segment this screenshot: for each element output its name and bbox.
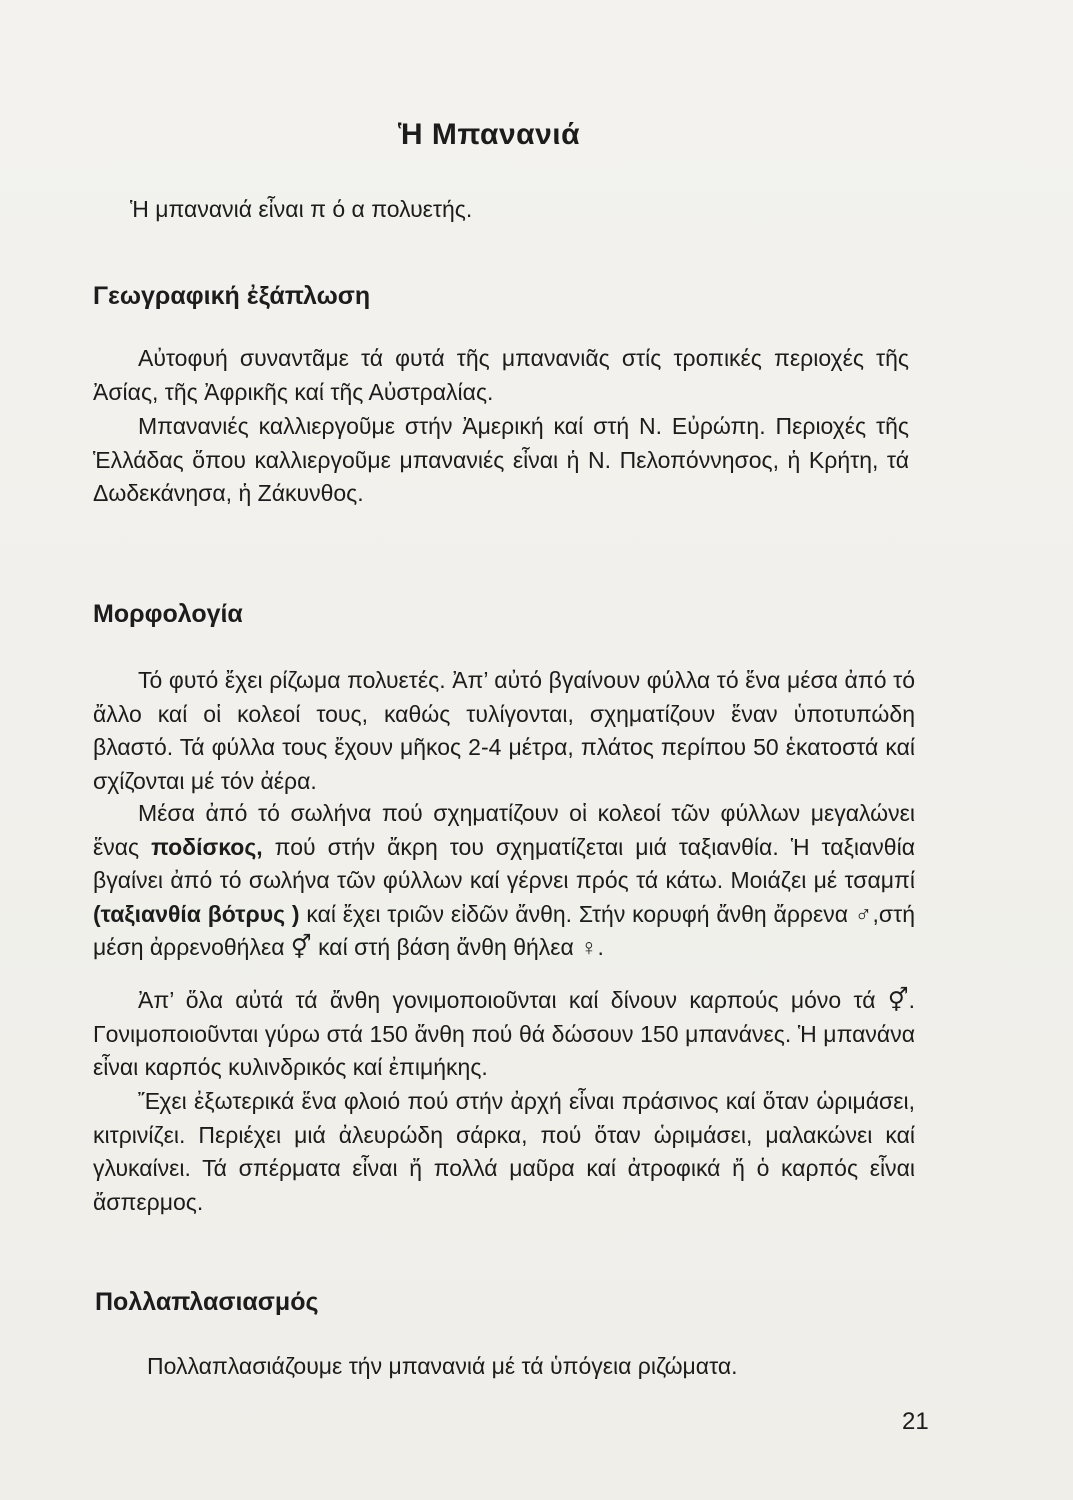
propagation-heading: Πολλαπλασιασμός xyxy=(95,1288,319,1316)
intro-sentence: Ἡ μπανανιά εἶναι π ό α πολυετής. xyxy=(130,196,473,222)
term-taxianthia-votrys: (ταξιανθία βότρυς ) xyxy=(93,900,300,927)
morphology-paragraph-2 xyxy=(93,797,915,965)
page-number: 21 xyxy=(902,1408,929,1435)
term-podiskos: ποδίσκος, xyxy=(151,833,263,860)
morphology-p2-text-a: Μέσα ἀπό τό σωλήνα πού σχηματίζουν οἱ κολεοί τῶν φύλλων μεγαλώνει ἕνας xyxy=(93,800,915,860)
morphology-p2-text-d: καί ἔχει τριῶν εἰδῶν ἄνθη. Στήν κορυφή ἄνθη ἄρρενα ♂,στή μέση ἀρρενοθήλεα ⚥ καί στή βάση ἄνθη θήλεα ♀. xyxy=(93,900,915,960)
geography-paragraph-2: Μπανανιές καλλιεργοῦμε στήν Ἀμερική καί στή Ν. Εὐρώπη. Περιοχές τῆς Ἑλλάδας ὅπου καλλιεργοῦμε μπανανιές εἶναι ἡ Ν. Πελοπόννησος, ἡ Κρήτη, τά Δωδεκάνησα, ἡ Ζάκυνθος. xyxy=(93,413,909,506)
morphology-p2-text-c: πού στήν ἄκρη του σχηματίζεται μιά ταξιανθία. Ἡ ταξιανθία βγαίνει ἀπό τό σωλήνα τῶν φύλλων καί γέρνει πρός τά κάτω. Μοιάζει μέ τσαμπί xyxy=(93,833,915,893)
morphology-paragraph-4: Ἔχει ἐξωτερικά ἕνα φλοιό πού στήν ἀρχή εἶναι πράσινος καί ὅταν ὡριμάσει, κιτρινίζει. Περιέχει μιά ἀλευρώδη σάρκα, πού ὅταν ὡριμάσει, μαλακώνει καί γλυκαίνει. Τά σπέρματα εἶναι ἤ πολλά μαῦρα καί ἀτροφικά ἤ ὁ καρπός εἶναι ἄσπερμος. xyxy=(93,1088,915,1215)
page-title: Ἡ Μπανανιά xyxy=(398,118,581,151)
morphology-paragraph-1: Τό φυτό ἔχει ρίζωμα πολυετές. Ἀπ’ αὐτό βγαίνουν φύλλα τό ἕνα μέσα ἀπό τό ἄλλο καί οἱ κολεοί τους, καθώς τυλίγονται, σχηματίζουν ἕναν ὑποτυπώδη βλαστό. Τά φύλλα τους ἔχουν μῆκος 2-4 μέτρα, πλάτος περίπου 50 ἑκατοστά καί σχίζονται μέ τόν ἀέρα. xyxy=(93,667,915,794)
geography-paragraph-1: Αὐτοφυή συναντᾶμε τά φυτά τῆς μπανανιᾶς στίς τροπικές περιοχές τῆς Ἀσίας, τῆς Ἀφρικῆς καί τῆς Αὐστραλίας. xyxy=(93,345,909,405)
propagation-paragraph-1: Πολλαπλασιάζουμε τήν μπανανιά μέ τά ὑπόγεια ριζώματα. xyxy=(147,1353,738,1379)
morphology-paragraph-3: Ἀπ’ ὅλα αὐτά τά ἄνθη γονιμοποιοῦνται καί δίνουν καρπούς μόνο τά ⚥. Γονιμοποιοῦνται γύρω στά 150 ἄνθη πού θά δώσουν 150 μπανάνες. Ἡ μπανάνα εἶναι καρπός κυλινδρικός καί ἐπιμήκης. xyxy=(93,987,915,1080)
geography-heading: Γεωγραφική ἐξάπλωση xyxy=(93,282,371,310)
morphology-heading: Μορφολογία xyxy=(93,600,243,628)
